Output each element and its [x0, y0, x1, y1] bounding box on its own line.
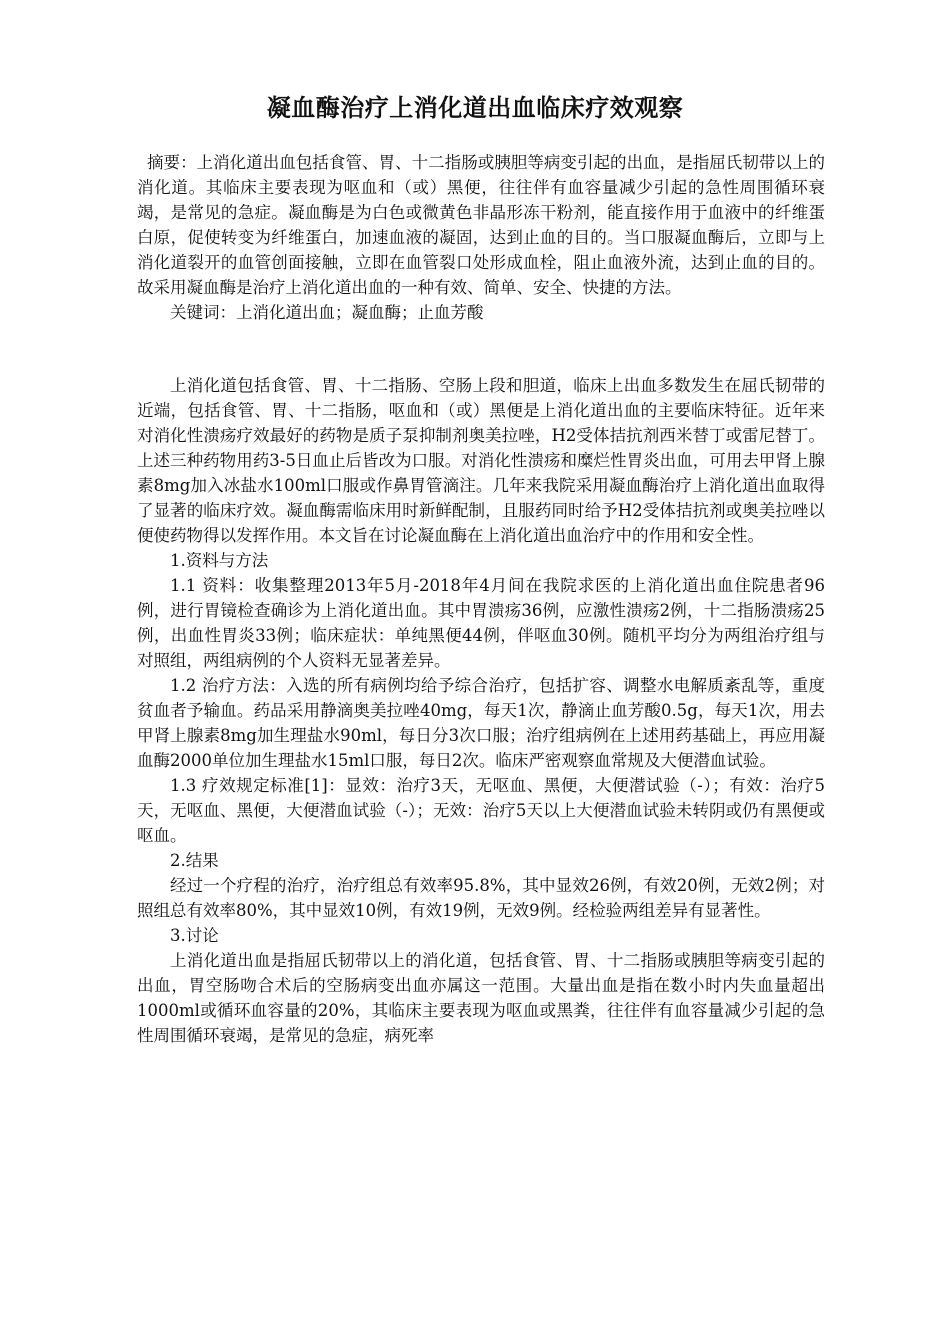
- discussion-paragraph: 上消化道出血是指屈氏韧带以上的消化道，包括食管、胃、十二指肠或胰胆等病变引起的出血，胃空肠吻合术后的空肠病变出血亦属这一范围。大量出血是指在数小时内失血量超出1000ml或循环血容量的20%，其临床主要表现为呕血或黑粪，往往伴有血容量减少引起的急性周围循环衰竭，是常见的急症，病死率: [137, 951, 825, 1045]
- section-heading-results: 2.结果: [170, 851, 219, 870]
- document-body: [137, 150, 825, 1048]
- intro-paragraph: 上消化道包括食管、胃、十二指肠、空肠上段和胆道，临床上出血多数发生在屈氏韧带的近端，包括食管、胃、十二指肠，呕血和（或）黑便是上消化道出血的主要临床特征。近年来对消化性溃疡疗效最好的药物是质子泵抑制剂奥美拉唑，H2受体拮抗剂西米替丁或雷尼替丁。上述三种药物用药3-5日血止后皆改为口服。对消化性溃疡和糜烂性胃炎出血，可用去甲肾上腺素8mg加入冰盐水100ml口服或作鼻胃管滴注。几年来我院采用凝血酶治疗上消化道出血取得了显著的临床疗效。凝血酶需临床用时新鲜配制，且服药同时给予H2受体拮抗剂或奥美拉唑以便使药物得以发挥作用。本文旨在讨论凝血酶在上消化道出血治疗中的作用和安全性。: [137, 376, 825, 545]
- criteria-paragraph: 1.3 疗效规定标准[1]：显效：治疗3天，无呕血、黑便，大便潜试验（-）；有效：治疗5天，无呕血、黑便，大便潜血试验（-）；无效：治疗5天以上大便潜血试验未转阴或仍有黑便或呕血。: [137, 776, 825, 845]
- treatment-paragraph: 1.2 治疗方法：入选的所有病例均给予综合治疗，包括扩容、调整水电解质紊乱等，重度贫血者予输血。药品采用静滴奥美拉唑40mg，每天1次，静滴止血芳酸0.5g，每天1次，用去甲肾上腺素8mg加生理盐水90ml，每日分3次口服；治疗组病例在上述用药基础上，再应用凝血酶2000单位加生理盐水15ml口服，每日2次。临床严密观察血常规及大便潜血试验。: [137, 676, 825, 770]
- results-paragraph: 经过一个疗程的治疗，治疗组总有效率95.8%，其中显效26例，有效20例，无效2例；对照组总有效率80%，其中显效10例，有效19例，无效9例。经检验两组差异有显著性。: [137, 876, 825, 920]
- materials-paragraph: 1.1 资料：收集整理2013年5月-2018年4月间在我院求医的上消化道出血住院患者96例，进行胃镜检查确诊为上消化道出血。其中胃溃疡36例，应激性溃疡2例，十二指肠溃疡25例，出血性胃炎33例；临床症状：单纯黑便44例，伴呕血30例。随机平均分为两组治疗组与对照组，两组病例的个人资料无显著差异。: [137, 576, 825, 670]
- keywords-line: 关键词：上消化道出血；凝血酶；止血芳酸: [170, 303, 484, 322]
- section-heading-materials-methods: 1.资料与方法: [170, 551, 269, 570]
- abstract-paragraph: 摘要：上消化道出血包括食管、胃、十二指肠或胰胆等病变引起的出血，是指屈氏韧带以上的消化道。其临床主要表现为呕血和（或）黑便，往往伴有血容量减少引起的急性周围循环衰竭，是常见的急症。凝血酶是为白色或微黄色非晶形冻干粉剂，能直接作用于血液中的纤维蛋白原，促使转变为纤维蛋白，加速血液的凝固，达到止血的目的。当口服凝血酶后，立即与上消化道裂开的血管创面接触，立即在血管裂口处形成血栓，阻止血液外流，达到止血的目的。故采用凝血酶是治疗上消化道出血的一种有效、简单、安全、快捷的方法。: [137, 153, 825, 297]
- section-gap: [137, 325, 825, 373]
- section-heading-discussion: 3.讨论: [170, 926, 219, 945]
- page-title: 凝血酶治疗上消化道出血临床疗效观察: [266, 93, 684, 122]
